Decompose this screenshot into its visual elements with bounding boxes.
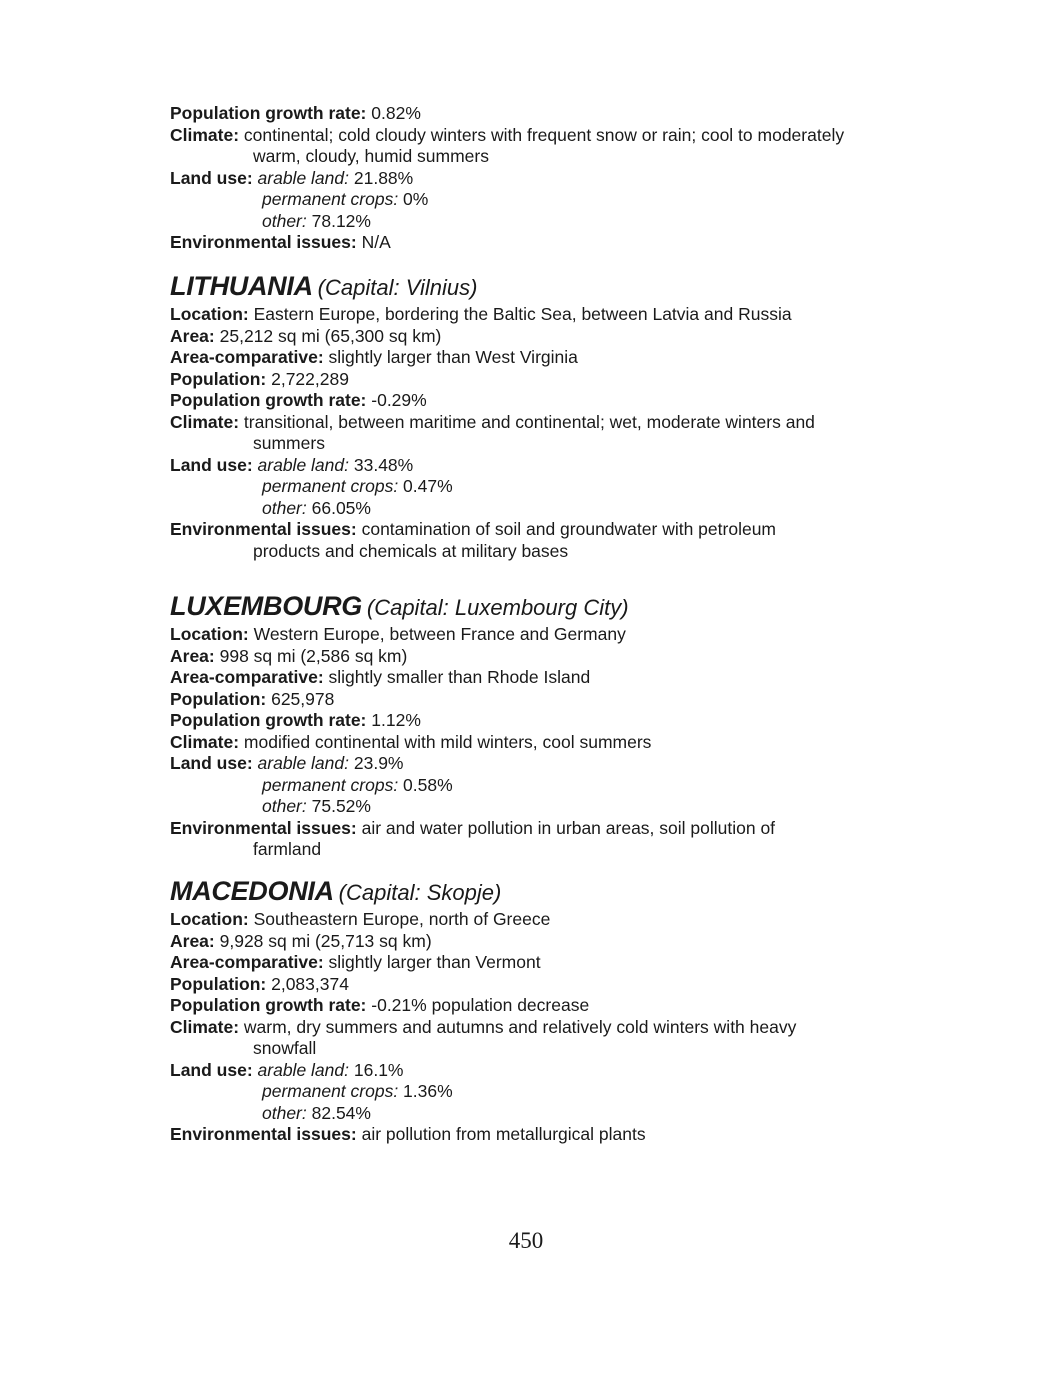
other-row <box>170 796 930 818</box>
field-label: Area-comparative: <box>170 667 324 687</box>
field-value: air and water pollution in urban areas, soil pollution of <box>356 817 776 838</box>
other-label: other: <box>262 497 307 518</box>
country-capital: (Capital: Skopje) <box>338 880 502 905</box>
arable-label: arable land: <box>257 753 349 773</box>
crops-label: permanent crops: <box>262 1081 399 1101</box>
field-value: 625,978 <box>266 688 335 709</box>
other-label: other: <box>262 210 307 231</box>
field-label: Population growth rate: <box>170 995 367 1015</box>
field-value: warm, dry summers and autumns and relatively cold winters with heavy <box>239 1016 797 1037</box>
field-value: 9,928 sq mi (25,713 sq km) <box>214 930 432 951</box>
land-use-row <box>170 168 930 190</box>
field-value: N/A <box>356 232 391 252</box>
country-capital: (Capital: Luxembourg City) <box>366 595 629 620</box>
field-value: -0.21% population decrease <box>366 995 590 1015</box>
climate-row-continued: snowfall <box>253 1038 317 1058</box>
field-label: Population growth rate: <box>170 103 367 123</box>
field-value: slightly smaller than Rhode Island <box>323 667 591 687</box>
crops-label: permanent crops: <box>262 476 399 496</box>
crops-label: permanent crops: <box>262 774 399 795</box>
area-row <box>170 931 930 953</box>
climate-row-continued: warm, cloudy, humid summers <box>253 146 489 166</box>
country-name: LUXEMBOURG <box>170 591 362 621</box>
location-row <box>170 304 930 326</box>
other-row <box>170 1103 930 1125</box>
field-label: Location: <box>170 624 249 644</box>
field-value: Western Europe, between France and Germany <box>248 624 626 644</box>
permanent-crops-row <box>170 1081 930 1103</box>
land-use-row <box>170 753 930 775</box>
field-value: modified continental with mild winters, cool summers <box>239 731 652 752</box>
field-value: slightly larger than West Virginia <box>323 347 578 367</box>
population-row <box>170 369 930 391</box>
environmental-issues-row <box>170 1124 930 1146</box>
population-row <box>170 974 930 996</box>
field-label: Area-comparative: <box>170 347 324 367</box>
field-value: 25,212 sq mi (65,300 sq km) <box>214 325 442 346</box>
field-label: Population: <box>170 688 267 709</box>
intro-section <box>170 103 930 254</box>
arable-label: arable land: <box>257 167 349 188</box>
field-value: 2,722,289 <box>266 368 349 389</box>
population-growth-rate-row <box>170 995 930 1017</box>
other-value: 78.12% <box>306 210 371 231</box>
arable-value: 21.88% <box>349 167 414 188</box>
country-name: MACEDONIA <box>170 876 334 906</box>
country-section-macedonia <box>170 876 930 1146</box>
climate-row <box>170 125 930 147</box>
other-row <box>170 211 930 233</box>
field-value: slightly larger than Vermont <box>323 952 541 972</box>
climate-row <box>170 732 930 754</box>
population-growth-rate-row <box>170 390 930 412</box>
field-label: Population: <box>170 973 267 994</box>
arable-value: 16.1% <box>349 1059 404 1080</box>
field-label: Environmental issues: <box>170 817 357 838</box>
field-value: 0.82% <box>366 103 421 123</box>
country-heading <box>170 876 930 909</box>
page-number: 450 <box>508 1228 544 1253</box>
other-label: other: <box>262 796 307 816</box>
environmental-issues-row-continued: farmland <box>253 839 322 859</box>
field-value: Eastern Europe, bordering the Baltic Sea, between Latvia and Russia <box>248 304 792 324</box>
other-label: other: <box>262 1102 307 1123</box>
field-label: Area: <box>170 325 215 346</box>
field-label: Climate: <box>170 124 240 145</box>
field-value: air pollution from metallurgical plants <box>356 1124 646 1144</box>
other-value: 82.54% <box>306 1102 371 1123</box>
field-label: Location: <box>170 304 249 324</box>
field-label: Area: <box>170 645 215 666</box>
population-growth-rate-row <box>170 710 930 732</box>
field-label: Environmental issues: <box>170 1124 357 1144</box>
other-value: 75.52% <box>306 796 371 816</box>
field-value: contamination of soil and groundwater with petroleum <box>356 519 776 539</box>
field-label: Climate: <box>170 731 240 752</box>
field-value: transitional, between maritime and continental; wet, moderate winters and <box>239 411 815 432</box>
crops-value: 0.58% <box>398 774 453 795</box>
field-label: Environmental issues: <box>170 519 357 539</box>
field-value: Southeastern Europe, north of Greece <box>248 909 551 929</box>
environmental-issues-row <box>170 232 930 254</box>
field-value: -0.29% <box>366 390 427 410</box>
country-heading <box>170 591 930 624</box>
field-value: 1.12% <box>366 710 421 730</box>
field-label: Land use: <box>170 1059 253 1080</box>
country-name: LITHUANIA <box>170 271 313 301</box>
climate-row <box>170 1017 930 1039</box>
other-value: 66.05% <box>306 497 371 518</box>
crops-label: permanent crops: <box>262 189 399 209</box>
country-heading <box>170 271 930 304</box>
other-row <box>170 498 930 520</box>
population-growth-rate-row <box>170 103 930 125</box>
permanent-crops-row <box>170 775 930 797</box>
area-comparative-row <box>170 347 930 369</box>
arable-value: 23.9% <box>349 753 404 773</box>
location-row <box>170 624 930 646</box>
country-section-lithuania <box>170 271 930 562</box>
permanent-crops-row <box>170 476 930 498</box>
field-label: Area: <box>170 930 215 951</box>
arable-label: arable land: <box>257 1059 349 1080</box>
field-value: 2,083,374 <box>266 973 349 994</box>
field-label: Population: <box>170 368 267 389</box>
population-row <box>170 689 930 711</box>
field-label: Area-comparative: <box>170 952 324 972</box>
land-use-row <box>170 1060 930 1082</box>
field-value: continental; cold cloudy winters with frequent snow or rain; cool to moderately <box>239 124 845 145</box>
field-label: Environmental issues: <box>170 232 357 252</box>
field-label: Population growth rate: <box>170 710 367 730</box>
arable-value: 33.48% <box>349 454 414 475</box>
permanent-crops-row <box>170 189 930 211</box>
field-value: 998 sq mi (2,586 sq km) <box>214 645 408 666</box>
area-comparative-row <box>170 952 930 974</box>
field-label: Location: <box>170 909 249 929</box>
area-row <box>170 326 930 348</box>
environmental-issues-row-continued: products and chemicals at military bases <box>253 540 569 561</box>
field-label: Land use: <box>170 167 253 188</box>
crops-value: 1.36% <box>398 1081 453 1101</box>
field-label: Population growth rate: <box>170 390 367 410</box>
field-label: Land use: <box>170 454 253 475</box>
field-label: Climate: <box>170 411 240 432</box>
location-row <box>170 909 930 931</box>
area-row <box>170 646 930 668</box>
climate-row <box>170 412 930 434</box>
land-use-row <box>170 455 930 477</box>
crops-value: 0% <box>398 189 429 209</box>
environmental-issues-row <box>170 519 930 541</box>
crops-value: 0.47% <box>398 476 453 496</box>
area-comparative-row <box>170 667 930 689</box>
field-label: Land use: <box>170 753 253 773</box>
arable-label: arable land: <box>257 454 349 475</box>
country-capital: (Capital: Vilnius) <box>317 275 478 300</box>
climate-row-continued: summers <box>253 433 325 453</box>
environmental-issues-row <box>170 818 930 840</box>
country-section-luxembourg <box>170 591 930 861</box>
field-label: Climate: <box>170 1016 240 1037</box>
